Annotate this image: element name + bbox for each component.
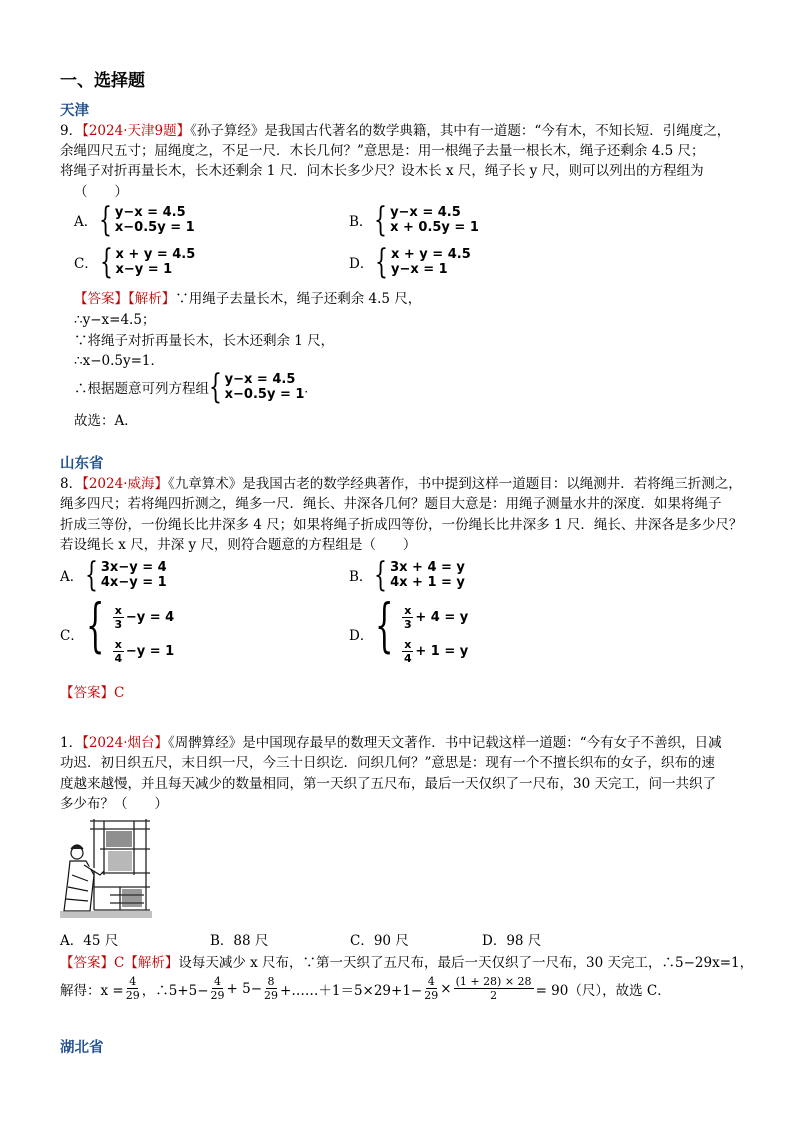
option-label: B． <box>349 569 373 585</box>
equation: y−x = 4.5 <box>390 205 461 220</box>
q9-solution-6: 故选：A． <box>74 413 138 429</box>
q1-source-tag: 【2024·烟台】 <box>82 735 168 751</box>
fraction-denominator: 4 <box>403 651 412 665</box>
q1-option-b[interactable]: B．88 尺 <box>210 933 269 949</box>
q9-solution-5: ∴根据题意可列方程组 { y−x = 4.5 x−0.5y = 1 ． <box>74 367 317 407</box>
fraction-numerator: (1 + 28) × 28 <box>455 975 532 988</box>
equation: x + 0.5y = 1 <box>390 220 479 235</box>
equation: x−0.5y = 1 <box>224 387 305 402</box>
q1-option-a[interactable]: A．45 尺 <box>60 933 119 949</box>
q9-solution-2: ∴y−x=4.5； <box>74 312 156 328</box>
q9-source-tag: 【2024·天津9题】 <box>82 123 191 139</box>
fraction-numerator: x <box>404 637 412 651</box>
equation: 3x−y = 4 <box>100 560 167 575</box>
q8-line1 <box>60 473 742 495</box>
solution-text: 设每天减少 x 尺布，∵第一天织了五尺布，最后一天仅织了一尺布，30 天完工，∴5−29x=1， <box>178 955 754 971</box>
equation: y−x = 4.5 <box>224 372 296 387</box>
q9-option-b[interactable] <box>349 200 479 240</box>
q9-answer-tag: 【答案】【解析】 <box>74 291 176 307</box>
q8-text-3: 折成三等份，一份绳长比井深多 4 尺；如果将绳子折成四等份，一份绳长比井深多 1 尺．绳长、井深各是多少尺？ <box>60 517 743 533</box>
equation: x + y = 4.5 <box>115 247 196 262</box>
fraction-numerator: x <box>114 603 122 617</box>
equation: x + y = 4.5 <box>390 247 471 262</box>
equation: 4x−y = 1 <box>100 575 167 590</box>
q8-number: 8． <box>60 476 83 492</box>
solution-text: ∴根据题意可列方程组 <box>74 381 209 397</box>
fraction-numerator: 4 <box>129 975 137 988</box>
fraction-denominator: 29 <box>125 989 140 1002</box>
equation: −y = 4 <box>125 609 175 625</box>
option-label: B． <box>349 214 373 230</box>
brace-icon: { <box>99 242 113 282</box>
equation: y−x = 4.5 <box>114 205 186 220</box>
q8-option-c[interactable] <box>60 591 175 668</box>
fraction-numerator: x <box>114 637 122 651</box>
q9-number: 9． <box>60 123 83 139</box>
option-label: A． <box>74 214 98 230</box>
q1-solution-2 <box>60 975 671 1002</box>
q1-line1 <box>60 732 722 754</box>
brace-icon: { <box>99 200 113 240</box>
q1-text-3: 度越来越慢，并且每天减少的数量相同，第一天织了五尺布，最后一天仅织了一尺布，30 天完工，问一共织了 <box>60 776 716 792</box>
solution-text: × <box>440 980 452 997</box>
q8-option-d[interactable] <box>349 591 469 668</box>
q1-option-d[interactable]: D．98 尺 <box>482 933 542 949</box>
q1-solution-1 <box>60 952 753 974</box>
solution-text: ∵用绳子去量长木，绳子还剩余 4.5 尺， <box>175 291 422 307</box>
solution-text: = 90（尺），故选 C． <box>535 982 671 999</box>
q8-text-4: 若设绳长 x 尺，井深 y 尺，则符合题意的方程组是（ ） <box>60 537 417 553</box>
solution-text: + 5− <box>226 980 263 997</box>
q9-option-a[interactable] <box>74 200 195 240</box>
q1-number: 1． <box>60 735 83 751</box>
q8-option-a[interactable] <box>60 555 167 595</box>
option-label: D． <box>349 628 374 644</box>
q8-text-2: 绳多四尺；若将绳四折测之，绳多一尺．绳长、井深各几何？题目大意是：用绳子测量水井的深度．如果将绳子 <box>60 496 722 512</box>
solution-text: 解得：x = <box>60 982 124 999</box>
equation: + 1 = y <box>415 643 469 659</box>
brace-icon: { <box>375 591 394 659</box>
solution-text: +……＋1＝5×29+1− <box>280 982 423 999</box>
equation: y−x = 1 <box>390 262 448 277</box>
fraction-denominator: 3 <box>114 617 123 631</box>
equation: 3x + 4 = y <box>390 560 465 575</box>
fraction-numerator: 4 <box>214 975 222 988</box>
q9-text-1: 《孙子算经》是我国古代著名的数学典籍，其中有一道题：“今有木，不知长短．引绳度之， <box>190 123 731 139</box>
region-heading-hubei: 湖北省 <box>60 1040 104 1056</box>
q9-option-c[interactable] <box>74 242 196 282</box>
fraction-numerator: x <box>404 603 412 617</box>
equation: + 4 = y <box>415 609 469 625</box>
brace-icon: { <box>85 555 99 595</box>
q9-text-3: 将绳子对折再量长木，长木还剩余 1 尺．问木长多少尺？设木长 x 尺，绳子长 y 尺，则可以列出的方程组为 <box>60 163 704 179</box>
option-label: A． <box>60 569 84 585</box>
section-title: 一、选择题 <box>60 71 145 91</box>
equation: 4x + 1 = y <box>390 575 465 590</box>
q9-answer-paren: （ ） <box>74 184 128 200</box>
q8-text-1: 《九章算术》是我国古老的数学经典著作，书中提到这样一道题目：以绳测井．若将绳三折测之， <box>168 476 742 492</box>
equation: x−0.5y = 1 <box>114 220 195 235</box>
solution-text: ，∴5+5− <box>141 982 209 999</box>
brace-icon: { <box>85 591 105 659</box>
weaver-at-loom-illustration <box>60 815 152 918</box>
brace-icon: { <box>375 242 389 282</box>
q1-answer-tag: 【答案】C【解析】 <box>60 955 179 971</box>
fraction-numerator: 8 <box>267 975 275 988</box>
option-label: C． <box>74 256 98 272</box>
equation: −y = 1 <box>125 643 175 659</box>
q8-answer: 【答案】C <box>60 685 125 701</box>
q8-source-tag: 【2024·威海】 <box>82 476 168 492</box>
equation: x−y = 1 <box>115 262 173 277</box>
brace-icon: { <box>374 555 388 595</box>
q1-text-2: 功迟．初日织五尺，末日织一尺，今三十日织讫．问织几何？”意思是：现有一个不擅长织布的女子，织布的速 <box>60 755 715 771</box>
q1-text-1: 《周髀算经》是中国现存最早的数理天文著作．书中记载这样一道题：“今有女子不善织，日减 <box>168 735 722 751</box>
q9-line1 <box>60 120 730 142</box>
q9-solution-1 <box>74 288 421 310</box>
q9-option-d[interactable] <box>349 242 471 282</box>
q8-option-b[interactable] <box>349 555 465 595</box>
fraction-denominator: 29 <box>210 989 225 1002</box>
fraction-denominator: 29 <box>424 989 439 1002</box>
fraction-denominator: 3 <box>403 617 412 631</box>
fraction-numerator: 4 <box>427 975 435 988</box>
option-label: C． <box>60 628 84 644</box>
q9-text-2: 余绳四尺五寸；屈绳度之，不足一尺．木长几何？”意思是：用一根绳子去量一根长木，绳子还剩余 4.5 尺； <box>60 143 705 159</box>
q9-solution-3: ∵将绳子对折再量长木，长木还剩余 1 尺， <box>74 333 335 349</box>
q9-solution-4: ∴x−0.5y=1． <box>74 353 165 369</box>
q1-option-c[interactable]: C．90 尺 <box>350 933 409 949</box>
fraction-denominator: 2 <box>490 989 498 1002</box>
region-heading-tianjin: 天津 <box>60 103 89 119</box>
brace-icon: { <box>209 367 222 407</box>
option-label: D． <box>349 256 374 272</box>
fraction-denominator: 29 <box>264 989 279 1002</box>
brace-icon: { <box>374 200 388 240</box>
region-heading-shandong: 山东省 <box>60 456 104 472</box>
q1-text-4: 多少布？（ ） <box>60 796 168 812</box>
fraction-denominator: 4 <box>114 651 123 665</box>
